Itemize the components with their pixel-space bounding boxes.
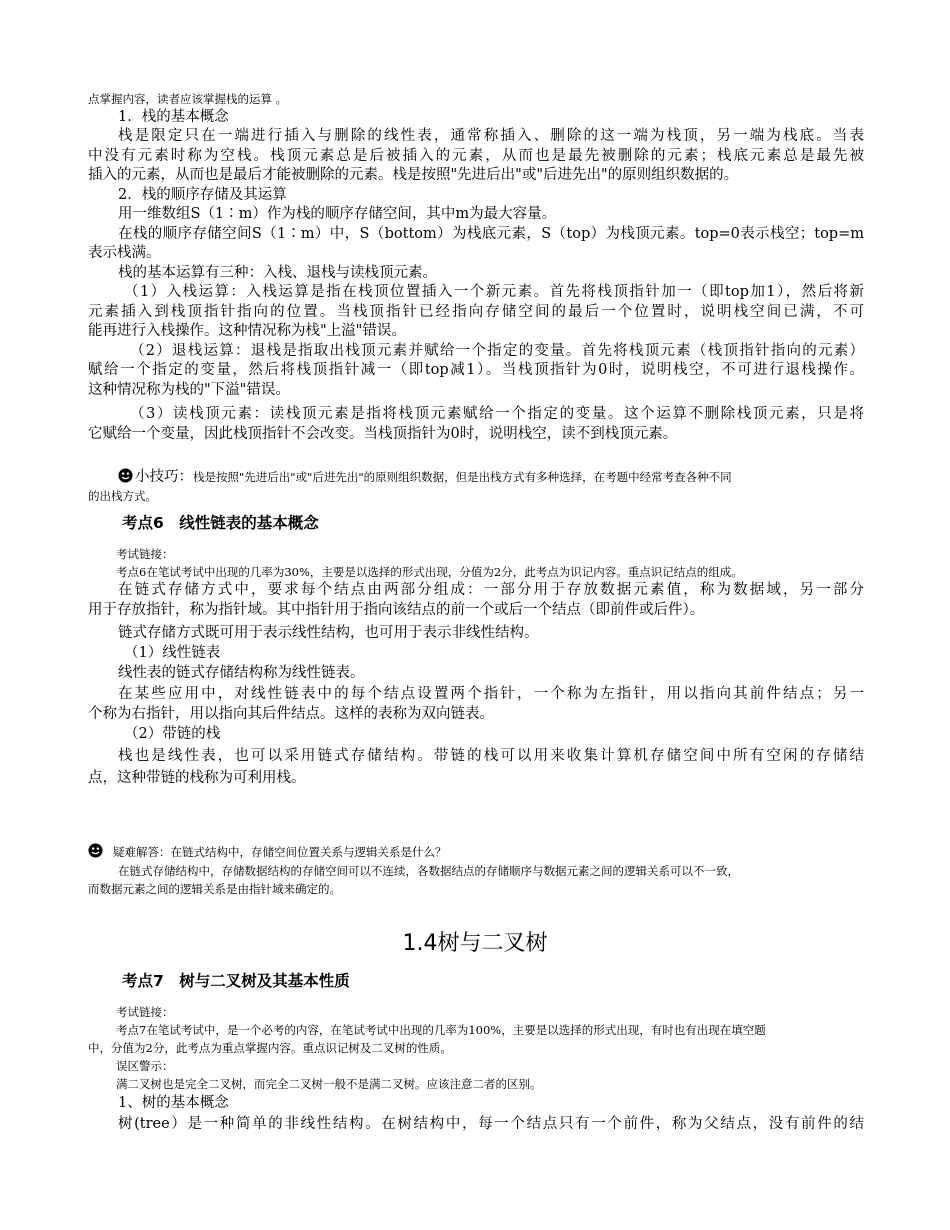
section-heading: 2．栈的顺序存储及其运算 (118, 187, 287, 203)
exam-link-label: 考试链接： (116, 1005, 174, 1019)
warning-label: 误区警示： (116, 1059, 174, 1073)
paragraph-line: 栈的基本运算有三种：入栈、退栈与读栈顶元素。 (118, 265, 437, 281)
paragraph-line: （1）入栈运算：入栈运算是指在栈顶位置插入一个新元素。首先将栈顶指针加一（即top加1），然后将新 (124, 284, 864, 300)
text-line: 点掌握内容，读者应该掌握栈的运算 。 (88, 92, 288, 106)
paragraph-line: 表示栈满。 (88, 245, 161, 261)
paragraph-line: 在某些应用中，对线性链表中的每个结点设置两个指针，一个称为左指针，用以指向其前件结点；另一 (118, 686, 864, 702)
paragraph-line: 个称为右指针，用以指向其后件结点。这样的表称为双向链表。 (88, 706, 494, 722)
qa-answer: 而数据元素之间的逻辑关系是由指针域来确定的。 (88, 882, 341, 896)
paragraph-line: 赋给一个指定的变量，然后将栈顶指针减一（即top减1）。当栈顶指针为0时，说明栈空，不可进行退栈操作。 (88, 362, 864, 378)
exam-link-text: 中，分值为2分，此考点为重点掌握内容。重点识记树及二叉树的性质。 (88, 1041, 452, 1055)
subsection-heading: （1）线性链表 (124, 645, 221, 661)
paragraph-line: 它赋给一个变量，因此栈顶指针不会改变。当栈顶指针为0时，说明栈空，读不到栈顶元素。 (88, 426, 678, 442)
paragraph-line: 树(tree）是一种简单的非线性结构。在树结构中，每一个结点只有一个前件，称为父结点，没有前件的结 (118, 1116, 864, 1132)
paragraph-line: 链式存储方式既可用于表示线性结构，也可用于表示非线性结构。 (118, 625, 539, 641)
topic-heading: 考点6 线性链表的基本概念 (122, 514, 319, 532)
exam-link-label: 考试链接： (116, 547, 174, 561)
qa-question: 疑难解答：在链式结构中，存储空间位置关系与逻辑关系是什么？ (113, 845, 447, 859)
paragraph-line: 栈是限定只在一端进行插入与删除的线性表，通常称插入、删除的这一端为栈顶，另一端为栈底。当表 (118, 128, 864, 144)
paragraph-line: 在链式存储方式中，要求每个结点由两部分组成：一部分用于存放数据元素值，称为数据域，另一部分 (118, 582, 864, 598)
tip-text: 的出栈方式。 (88, 489, 157, 503)
paragraph-line: 点，这种带链的栈称为可利用栈。 (88, 770, 306, 786)
paragraph-line: 线性表的链式存储结构称为线性链表。 (118, 665, 365, 681)
paragraph-line: 中没有元素时称为空栈。栈顶元素总是后被插入的元素，从而也是最先被删除的元素；栈底元素总是最先被 (88, 148, 864, 164)
paragraph-line: 这种情况称为栈的"下溢"错误。 (88, 382, 290, 398)
chapter-title: 1.4树与二叉树 (402, 931, 548, 956)
section-heading: 1、树的基本概念 (118, 1095, 229, 1111)
paragraph-line: 能再进行入栈操作。这种情况称为栈"上溢"错误。 (88, 323, 406, 339)
warning-text: 满二叉树也是完全二叉树，而完全二叉树一般不是满二叉树。应该注意二者的区别。 (116, 1077, 542, 1091)
paragraph-line: 元素插入到栈顶指针指向的位置。当栈顶指针已经指向存储空间的最后一个位置时，说明栈空间已满，不可 (88, 304, 864, 320)
paragraph-line: 栈也是线性表，也可以采用链式存储结构。带链的栈可以用来收集计算机存储空间中所有空闲的存储结 (118, 748, 864, 764)
topic-heading: 考点7 树与二叉树及其基本性质 (122, 972, 350, 990)
tip-line (118, 467, 864, 486)
paragraph-line: 用一维数组S（1∶m）作为栈的顺序存储空间，其中m为最大容量。 (118, 206, 557, 222)
paragraph-line: 在栈的顺序存储空间S（1∶m）中，S（bottom）为栈底元素，S（top）为栈顶元素。top=0表示栈空；top=m (118, 226, 864, 242)
paragraph-line: 插入的元素，从而也是最后才能被删除的元素。栈是按照"先进后出"或"后进先出"的原则组织数据的。 (88, 167, 739, 183)
paragraph-line: （3）读栈顶元素：读栈顶元素是指将栈顶元素赋给一个指定的变量。这个运算不删除栈顶元素，只是将 (130, 406, 864, 422)
smiley-icon (88, 843, 103, 858)
tip-label: 小技巧： (135, 469, 193, 485)
qa-answer: 在链式存储结构中，存储数据结构的存储空间可以不连续，各数据结点的存储顺序与数据元素之间的逻辑关系可以不一致， (118, 864, 739, 878)
exam-link-text: 考点6在笔试考试中出现的几率为30%，主要是以选择的形式出现，分值为2分，此考点为识记内容。重点识记结点的组成。 (116, 565, 743, 579)
section-heading: 1．栈的基本概念 (118, 109, 229, 125)
tip-text: 栈是按照"先进后出"或"后进先出"的原则组织数据，但是出栈方式有多种选择，在考题中经常考查各种不同 (193, 470, 732, 484)
smiley-icon (118, 468, 133, 483)
exam-link-text: 考点7在笔试考试中，是一个必考的内容，在笔试考试中出现的几率为100%，主要是以选择的形式出现，有时也有出现在填空题 (116, 1023, 766, 1037)
subsection-heading: （2）带链的栈 (124, 726, 221, 742)
paragraph-line: （2）退栈运算：退栈是指取出栈顶元素并赋给一个指定的变量。首先将栈顶元素（栈顶指针指向的元素） (130, 343, 864, 359)
paragraph-line: 用于存放指针，称为指针域。其中指针用于指向该结点的前一个或后一个结点（即前件或后件）。 (88, 602, 705, 618)
qa-line (88, 842, 864, 861)
